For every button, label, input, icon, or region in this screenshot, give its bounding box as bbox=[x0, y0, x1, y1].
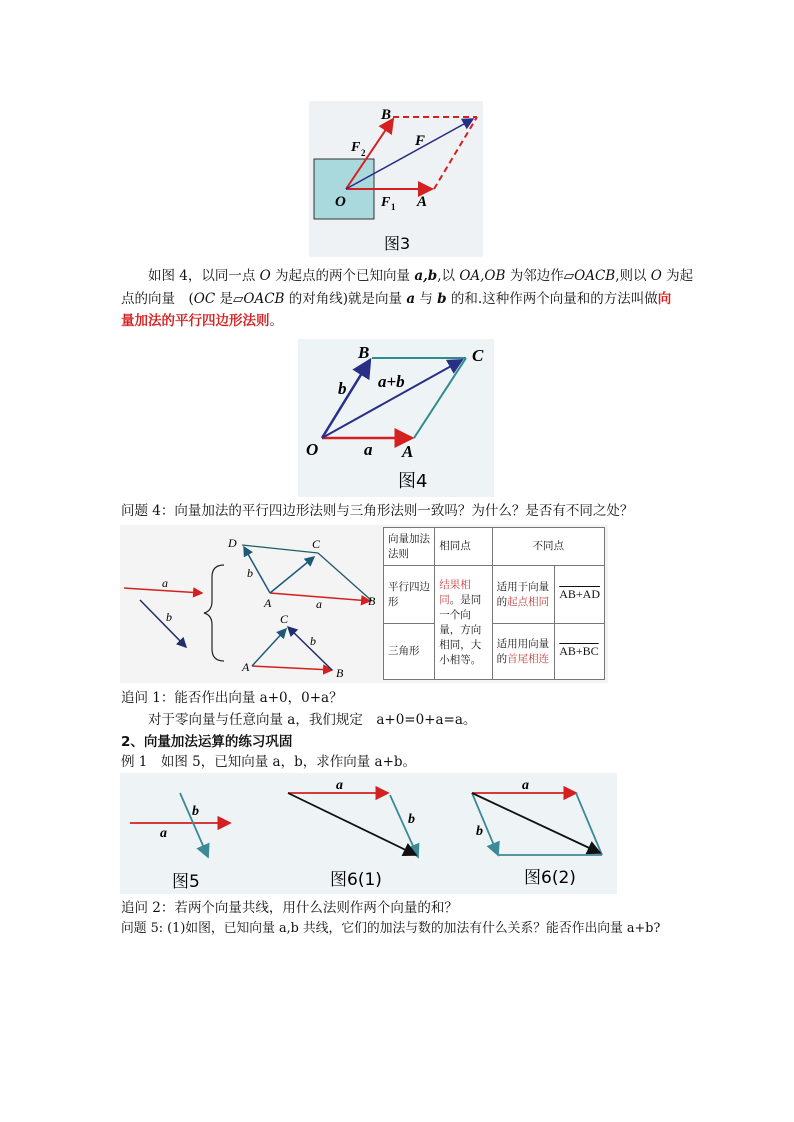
comparison-figure bbox=[120, 525, 608, 683]
question-4: 问题 4：向量加法的平行四边形法则与三角形法则一致吗？为什么？是否有不同之处？ bbox=[121, 503, 634, 519]
fig5-caption: 图5 bbox=[172, 872, 200, 892]
label-f: F bbox=[415, 133, 426, 149]
fig5-label-a: a bbox=[160, 826, 167, 841]
label-f1: F bbox=[381, 195, 391, 210]
table-header-same: 相同点 bbox=[435, 528, 492, 566]
label-o: O bbox=[306, 440, 319, 459]
label-b-point: B bbox=[358, 343, 370, 362]
tri-label-c: C bbox=[280, 612, 289, 626]
pg-vector-ac bbox=[270, 557, 314, 593]
figures-5-6 bbox=[120, 773, 617, 894]
fig61-vector-sum bbox=[288, 793, 416, 855]
fig62-caption: 图6(2) bbox=[524, 868, 576, 888]
follow-up-1: 追问 1：能否作出向量 a+0，0+a？ bbox=[121, 690, 343, 706]
paragraph-line-1: 如图 4，以同一点 O 为起点的两个已知向量 a,b,以 OA,OB 为邻边作▱OACB,则以 O 为起 bbox=[148, 268, 694, 284]
follow-up-2: 追问 2：若两个向量共线，用什么法则作两个向量的和？ bbox=[121, 900, 458, 916]
figure-4-caption: 图4 bbox=[398, 471, 428, 492]
fig61-label-a: a bbox=[336, 778, 343, 793]
given-vector-b bbox=[140, 600, 186, 647]
label-a-vector: a bbox=[364, 440, 373, 459]
given-label-b: b bbox=[166, 610, 172, 624]
figure-4 bbox=[298, 339, 494, 497]
pg-side-bc bbox=[318, 553, 372, 601]
follow-up-1-answer: 对于零向量与任意向量 a，我们规定 a+0=0+a=a。 bbox=[148, 712, 477, 728]
fig62-vector-sum bbox=[472, 793, 600, 853]
section-2-heading: 2、向量加法运算的练习巩固 bbox=[121, 734, 293, 750]
table-row2-name: 三角形 bbox=[384, 624, 435, 680]
figures-5-6-diagram bbox=[120, 773, 617, 894]
table-row2-formula: AB+BC bbox=[555, 624, 605, 680]
pg-label-a-vector: a bbox=[316, 597, 322, 611]
tri-label-b-point: B bbox=[336, 666, 344, 680]
vector-b bbox=[322, 360, 370, 438]
comparison-diagram bbox=[120, 525, 382, 683]
label-a-plus-b: a+b bbox=[378, 372, 405, 391]
example-1: 例 1 如图 5，已知向量 a，b，求作向量 a+b。 bbox=[121, 754, 417, 770]
fig61-caption: 图6(1) bbox=[330, 870, 382, 890]
given-label-a: a bbox=[162, 576, 168, 590]
fig5-vector-b bbox=[180, 793, 208, 857]
fig62-side-right bbox=[576, 793, 602, 855]
figure-3-diagram bbox=[309, 101, 483, 257]
table-header-diff: 不同点 bbox=[492, 528, 604, 566]
table-row1-diff: 适用于向量的起点相同 bbox=[492, 566, 555, 624]
pg-label-d: D bbox=[228, 536, 237, 550]
table-same-cell: 结果相同。是同一个向量，方向相同，大小相等。 bbox=[435, 566, 492, 680]
figure-3-caption: 图3 bbox=[384, 234, 411, 253]
pg-label-b-point: B bbox=[368, 594, 376, 608]
table-header-rule: 向量加法法则 bbox=[384, 528, 435, 566]
paragraph-line-3: 量加法的平行四边形法则。 bbox=[121, 313, 283, 329]
label-b-vector: b bbox=[338, 379, 347, 398]
comparison-table bbox=[383, 527, 605, 680]
figure-3 bbox=[309, 101, 483, 257]
tri-vector-ab bbox=[252, 666, 332, 670]
question-5: 问题 5: (1)如图，已知向量 a,b 共线，它们的加法与数的加法有什么关系？能否作出向量 a+b? bbox=[121, 921, 661, 936]
label-a-point: A bbox=[402, 442, 414, 461]
label-c: C bbox=[472, 346, 484, 365]
label-f2: F bbox=[351, 140, 361, 155]
fig62-label-b: b bbox=[476, 824, 483, 839]
fig62-label-a: a bbox=[522, 778, 529, 793]
brace bbox=[204, 565, 224, 661]
side-ac bbox=[414, 358, 466, 438]
pg-label-c: C bbox=[312, 537, 321, 551]
tri-label-a: A bbox=[242, 660, 250, 674]
paragraph-line-2: 点的向量 (OC 是▱OACB 的对角线)就是向量 a 与 b 的和.这种作两个向量和的方法叫做向 bbox=[121, 291, 672, 307]
label-a: A bbox=[417, 194, 428, 210]
pg-label-b-vector: b bbox=[247, 566, 253, 580]
pg-side-dc bbox=[242, 545, 318, 553]
table-row1-formula: AB+AD bbox=[555, 566, 605, 624]
table-row1-name: 平行四边形 bbox=[384, 566, 435, 624]
label-b: B bbox=[381, 107, 392, 123]
pg-label-a-point: A bbox=[264, 596, 272, 610]
fig5-label-b: b bbox=[192, 804, 199, 819]
table-row2-diff: 适用用向量的首尾相连 bbox=[492, 624, 555, 680]
label-f1-sub: 1 bbox=[391, 202, 396, 212]
label-f2-sub: 2 bbox=[361, 148, 366, 158]
label-o: O bbox=[335, 194, 346, 210]
fig61-label-b: b bbox=[408, 812, 415, 827]
tri-vector-ac bbox=[252, 629, 286, 666]
tri-label-b-vector: b bbox=[310, 634, 316, 648]
figure-4-diagram bbox=[298, 339, 494, 497]
